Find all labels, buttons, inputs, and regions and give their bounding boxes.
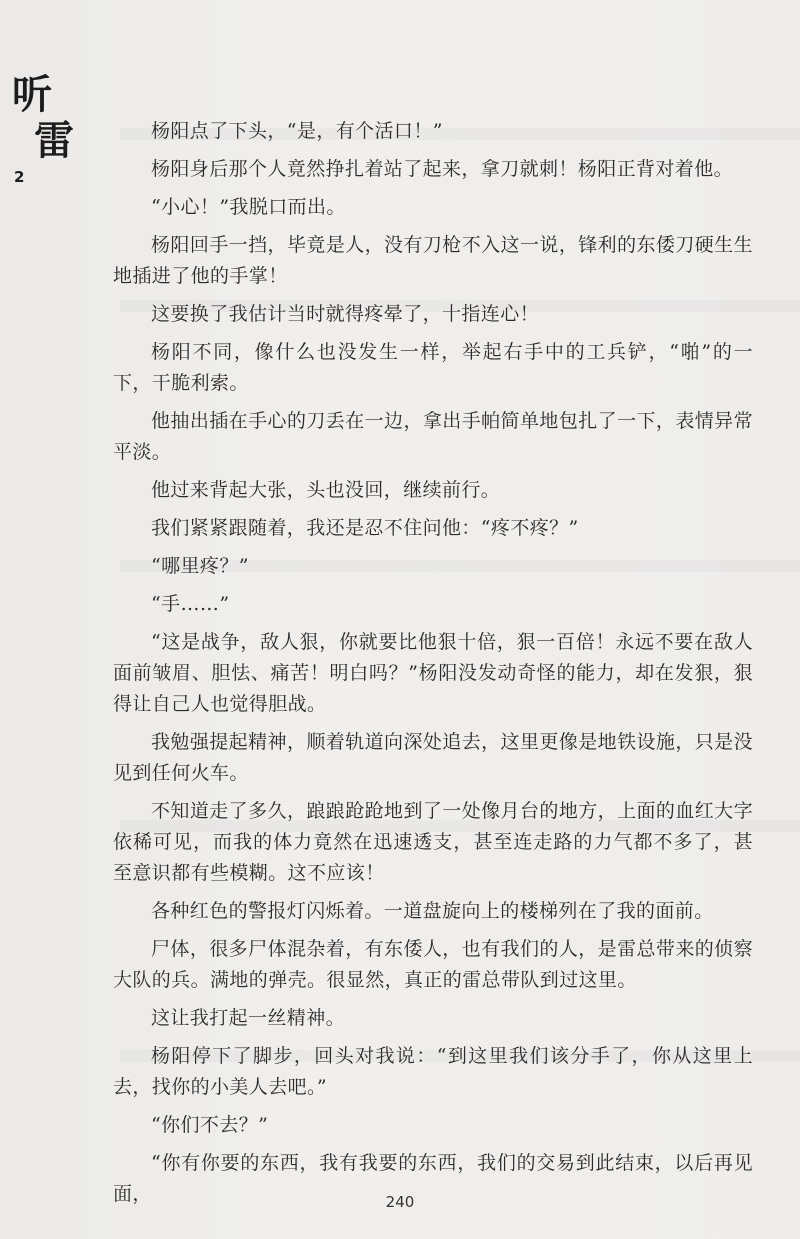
paragraph: 杨阳点了下头，“是，有个活口！” [151,120,443,142]
paragraph: 杨阳不同，像什么也没发生一样，举起右手中的工兵铲，“啪”的一下，干脆利索。 [113,341,753,394]
paragraph: 我勉强提起精神，顺着轨道向深处追去，这里更像是地铁设施，只是没见到任何火车。 [113,731,753,784]
paragraph: “你们不去？” [151,1114,269,1136]
page-number: 240 [385,1193,415,1211]
paragraph: 杨阳停下了脚步，回头对我说：“到这里我们该分手了，你从这里上去，找你的小美人去吧。” [113,1045,753,1098]
body-text [113,116,753,1217]
volume-number: 2 [14,168,25,186]
paragraph: “小心！”我脱口而出。 [151,196,346,218]
paragraph: “你有你要的东西，我有我要的东西，我们的交易到此结束，以后再见面， [113,1152,753,1205]
paragraph: 尸体，很多尸体混杂着，有东倭人，也有我们的人，是雷总带来的侦察大队的兵。满地的弹壳。很显然，真正的雷总带队到过这里。 [113,938,753,991]
paragraph: 杨阳身后那个人竟然挣扎着站了起来，拿刀就刺！杨阳正背对着他。 [151,158,734,180]
paragraph: “哪里疼？” [151,555,249,577]
paragraph: 我们紧紧跟随着，我还是忍不住问他：“疼不疼？” [151,517,579,539]
paragraph: 杨阳回手一挡，毕竟是人，没有刀枪不入这一说，锋利的东倭刀硬生生地插进了他的手掌！ [113,234,753,287]
paragraph: 各种红色的警报灯闪烁着。一道盘旋向上的楼梯列在了我的面前。 [151,900,714,922]
paragraph: “这是战争，敌人狠，你就要比他狠十倍，狠一百倍！永远不要在敌人面前皱眉、胆怯、痛苦！明白吗？”杨阳没发动奇怪的能力，却在发狠，狠得让自己人也觉得胆战。 [113,631,753,715]
paragraph: “手……” [151,593,230,615]
title-char-1: 听 [12,71,52,118]
running-title [12,72,82,186]
title-char-2: 雷 [34,117,74,164]
paragraph: 这让我打起一丝精神。 [151,1007,346,1029]
paragraph: 他抽出插在手心的刀丢在一边，拿出手帕简单地包扎了一下，表情异常平淡。 [113,410,753,463]
paragraph: 他过来背起大张，头也没回，继续前行。 [151,479,501,501]
paragraph: 不知道走了多久，踉踉跄跄地到了一处像月台的地方，上面的血红大字依稀可见，而我的体力竟然在迅速透支，甚至连走路的力气都不多了，甚至意识都有些模糊。这不应该！ [113,800,753,884]
paragraph: 这要换了我估计当时就得疼晕了，十指连心！ [151,303,540,325]
